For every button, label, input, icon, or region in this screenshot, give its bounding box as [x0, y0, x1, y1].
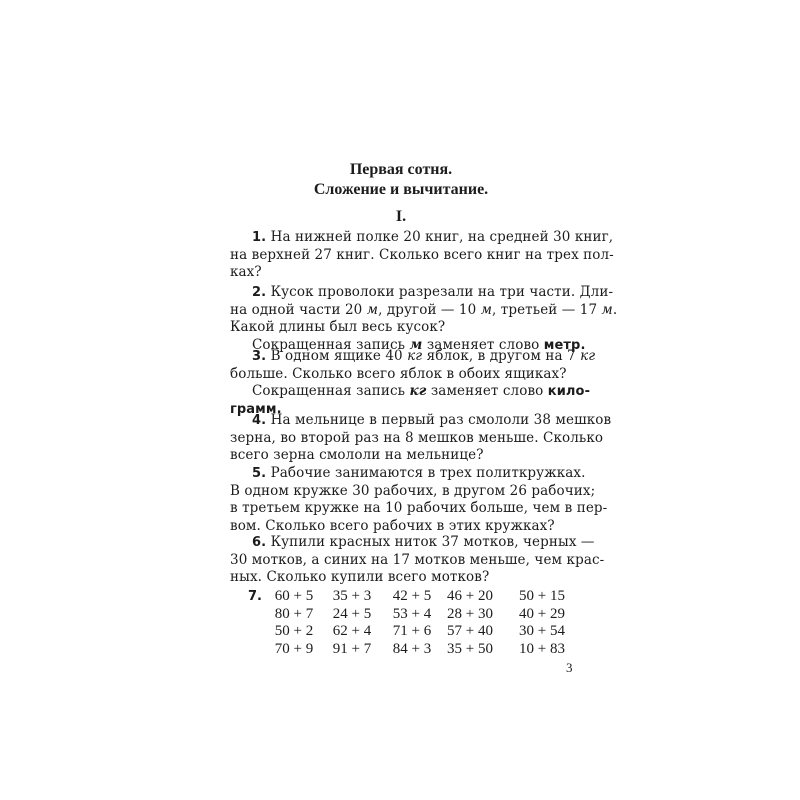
problem-6-line-1 — [230, 534, 595, 552]
problem-3-note — [230, 383, 591, 401]
problem-2-text-2d: . — [612, 301, 618, 318]
note-text: заменяет слово — [422, 336, 544, 353]
exercise-7-expression: 91 + 7 — [332, 640, 372, 657]
problem-4-text-1: На мельнице в первый раз смололи 38 мешков — [270, 412, 612, 428]
exercise-7-expression: 24 + 5 — [332, 605, 372, 622]
problem-1 — [230, 229, 614, 282]
unit-kilogram: кг — [407, 348, 423, 364]
problem-5-text-1: Рабочие занимаются в трех политкружках. — [270, 465, 586, 481]
problem-2-line-2 — [230, 301, 618, 320]
exercise-7-expression: 30 + 54 — [519, 623, 565, 639]
problem-6-number: 6. — [252, 535, 267, 550]
unit-meter: м — [601, 301, 613, 318]
note-text: Сокращенная запись — [252, 383, 410, 399]
exercise-7-expression: 53 + 4 — [392, 605, 432, 622]
problem-5-text-4: вом. Сколько всего рабочих в этих кружках? — [230, 517, 555, 534]
exercise-7-expression: 80 + 7 — [274, 605, 314, 622]
problem-3-line-1 — [230, 348, 596, 366]
exercise-7-expression: 84 + 3 — [392, 640, 432, 657]
exercise-7-expression: 57 + 40 — [447, 623, 493, 639]
exercise-7-expression: 35 + 50 — [447, 640, 493, 657]
problem-4-text-3: всего зерна смололи на мельнице? — [230, 447, 484, 463]
problem-2-text-1: Кусок проволоки разрезали на три части. Дли- — [270, 284, 614, 300]
problem-2-text-2b: , другой — 10 — [378, 301, 481, 318]
exercise-7-expression: 42 + 5 — [392, 588, 432, 604]
note-abbreviation: кг — [409, 383, 427, 399]
unit-meter: м — [366, 301, 379, 318]
problem-1-number: 1. — [252, 230, 267, 245]
problem-6 — [230, 534, 605, 587]
exercise-7-expression: 60 + 5 — [274, 588, 314, 604]
note-term: кило- — [547, 384, 591, 399]
exercise-7-expression: 10 + 83 — [519, 640, 565, 657]
note-abbreviation: м — [409, 336, 423, 353]
problem-3-text-1b: яблок, в другом на 7 — [422, 348, 581, 364]
problem-2-number: 2. — [252, 285, 267, 300]
exercise-7-expression: 40 + 29 — [519, 605, 565, 622]
problem-6-text-2: 30 мотков, а синих на 17 мотков меньше, чем крас- — [230, 551, 605, 568]
unit-kilogram: кг — [580, 348, 596, 364]
exercise-7-expression: 28 + 30 — [447, 605, 493, 622]
problem-2-text-2c: , третьей — 17 — [492, 301, 602, 318]
page-number: 3 — [566, 660, 573, 675]
unit-meter: м — [480, 301, 492, 318]
note-term: грамм. — [230, 401, 282, 417]
problem-3-text-2: больше. Сколько всего яблок в обоих ящиках? — [230, 365, 567, 382]
problem-1-line-1 — [230, 229, 614, 247]
exercise-7-row — [266, 588, 576, 606]
problem-4-number: 4. — [252, 413, 267, 428]
note-text: Сокращенная запись — [252, 336, 410, 353]
problem-5-line-1 — [230, 465, 586, 483]
problem-3 — [230, 348, 596, 418]
exercise-7-expression: 50 + 2 — [274, 623, 314, 639]
note-text: заменяет слово — [426, 383, 548, 399]
problem-4-text-2: зерна, во второй раз на 8 мешков меньше. Сколько — [230, 429, 604, 446]
problem-4-line-1 — [230, 412, 612, 430]
exercise-7-expression: 50 + 15 — [519, 588, 565, 604]
problem-2 — [230, 284, 618, 354]
exercise-7-expression: 46 + 20 — [447, 588, 493, 604]
problem-2-text-2a: на одной части 20 — [230, 301, 367, 318]
exercise-7-expression: 70 + 9 — [274, 640, 314, 657]
exercise-7-expression: 62 + 4 — [332, 623, 372, 639]
problem-2-line-1 — [230, 284, 614, 302]
problem-5 — [230, 465, 608, 535]
problem-5-text-3: в третьем кружке на 10 рабочих больше, чем в пер- — [230, 500, 608, 516]
problem-4 — [230, 412, 612, 465]
problem-6-text-1: Купили красных ниток 37 мотков, черных — — [270, 534, 595, 550]
exercise-7-number: 7. — [248, 589, 262, 604]
problem-1-text-2: на верхней 27 книг. Сколько всего книг на трех пол- — [230, 246, 614, 263]
problem-1-text-1: На нижней полке 20 книг, на средней 30 книг, — [270, 229, 614, 245]
note-term: метр. — [543, 337, 586, 353]
chapter-subtitle: Сложение и вычитание. — [313, 181, 489, 198]
exercise-7-row — [266, 606, 576, 624]
exercise-7-row — [266, 623, 576, 641]
problem-6-text-3: ных. Сколько купили всего мотков? — [230, 569, 490, 585]
problem-3-number: 3. — [252, 349, 267, 364]
page-header — [230, 160, 572, 200]
exercise-7-expression: 71 + 6 — [392, 623, 432, 639]
chapter-title: Первая сотня. — [349, 161, 453, 178]
problem-5-text-2: В одном кружке 30 рабочих, в другом 26 рабочих; — [230, 482, 596, 499]
section-number: I. — [395, 208, 407, 225]
problem-3-text-1a: В одном ящике 40 — [270, 348, 408, 364]
exercise-7-row — [266, 641, 576, 659]
problem-1-text-3: ках? — [230, 264, 262, 280]
problem-5-number: 5. — [252, 466, 267, 481]
problem-2-text-3: Какой длины был весь кусок? — [230, 319, 446, 335]
exercise-7-expression: 35 + 3 — [332, 588, 372, 604]
